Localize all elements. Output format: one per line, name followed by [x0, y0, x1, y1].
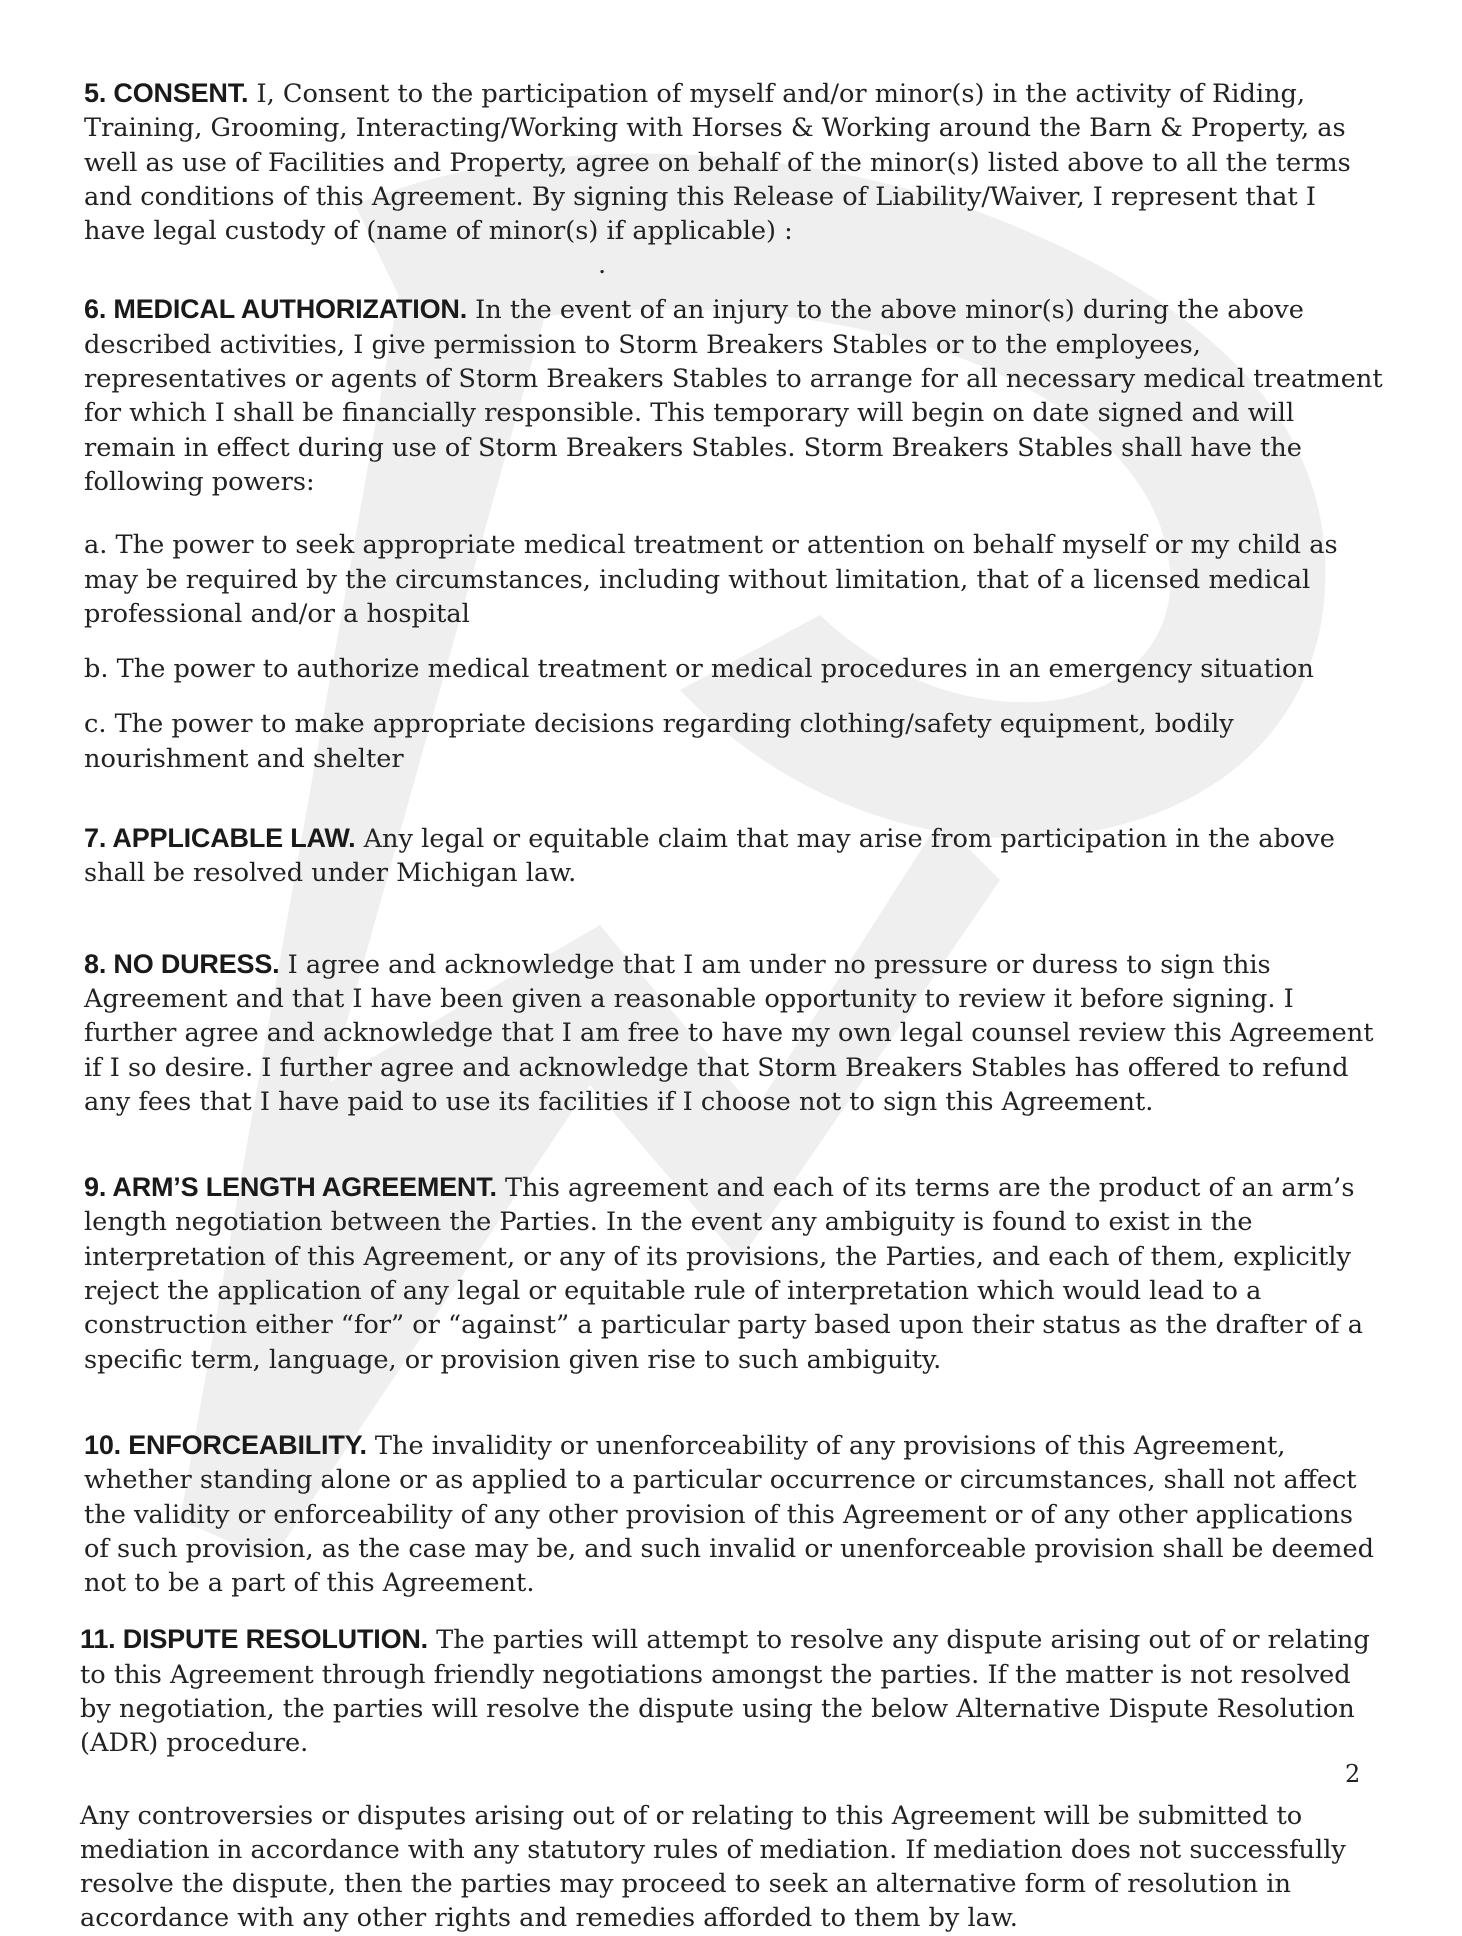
- section-text: The invalidity or unenforceability of any provisions of this Agreement, whether standing alone or as applied to a particular occurrence or circumstances, shall not affect the validity or enforceability of any other provision of this Agreement or of any other applications of such provision, as the case may be, and such invalid or unenforceable provision shall be deemed not to be a part of this Agreement.: [84, 1430, 1374, 1599]
- section-heading: 5. CONSENT.: [84, 78, 249, 108]
- document-body: [80, 76, 1384, 1936]
- section-applicable-law: [84, 821, 1384, 891]
- power-item-a: a. The power to seek appropriate medical treatment or attention on behalf myself or my child as may be required by the circumstances, including without limitation, that of a licensed medical professional and/or a hospital: [84, 530, 1338, 629]
- section-heading: 10. ENFORCEABILITY.: [84, 1429, 367, 1460]
- section-text: In the event of an injury to the above minor(s) during the above described activities, I give permission to Storm Breakers Stables or to the employees, representatives or agents of Storm Breakers Stables to arrange for all necessary medical treatment for which I shall be financially responsible. This temporary will begin on date signed and will remain in effect during use of Storm Breakers Stables. Storm Breakers Stables shall have the following powers:: [84, 295, 1383, 497]
- section-heading: 9. ARM’S LENGTH AGREEMENT.: [84, 1172, 497, 1203]
- power-item-c: c. The power to make appropriate decisions regarding clothing/safety equipment, bodily nourishment and shelter: [84, 709, 1234, 774]
- signature-blank-mark: .: [598, 250, 607, 281]
- section-heading: 11. DISPUTE RESOLUTION.: [80, 1624, 428, 1655]
- section-text: The parties will attempt to resolve any dispute arising out of or relating to this Agreement through friendly negotiations amongst the parties. If the matter is not resolved by negotiation, the parties will resolve the dispute using the below Alternative Dispute Resolution (ADR) procedure.: [80, 1625, 1370, 1759]
- section-text: This agreement and each of its terms are the product of an arm’s length negotiation between the Parties. In the event any ambiguity is found to exist in the interpretation of this Agreement, or any of its provisions, the Parties, and each of them, explicitly reject the application of any legal or equitable rule of interpretation which would lead to a construction either “for” or “against” a particular party based upon their status as the drafter of a specific term, language, or provision given rise to such ambiguity.: [84, 1173, 1363, 1375]
- section-enforceability: [84, 1428, 1384, 1600]
- section-text: I, Consent to the participation of myself and/or minor(s) in the activity of Riding, Training, Grooming, Interacting/Working with Horses & Working around the Barn & Property, as well as use of Facilities and Property, agree on behalf of the minor(s) listed above to all the terms and conditions of this Agreement. By signing this Release of Liability/Waiver, I represent that I have legal custody of (name of minor(s) if applicable) :: [84, 79, 1351, 247]
- section-heading: 8. NO DURESS.: [84, 948, 280, 979]
- section-arms-length: [84, 1170, 1384, 1377]
- section-no-duress: [84, 947, 1384, 1119]
- section-heading: 6. MEDICAL AUTHORIZATION.: [84, 294, 467, 325]
- section-text: I agree and acknowledge that I am under no pressure or duress to sign this Agreement and that I have been given a reasonable opportunity to review it before signing. I further agree and acknowledge that I am free to have my own legal counsel review this Agreement if I so desire. I further agree and acknowledge that Storm Breakers Stables has offered to refund any fees that I have paid to use its facilities if I choose not to sign this Agreement.: [84, 949, 1374, 1117]
- section-medical-authorization: [84, 292, 1384, 499]
- section-dispute-resolution: [80, 1622, 1384, 1760]
- page-number: 2: [1345, 1760, 1361, 1788]
- mediation-paragraph: Any controversies or disputes arising out of or relating to this Agreement will be submitted to mediation in accordance with any statutory rules of mediation. If mediation does not successfully resolve the dispute, then the parties may proceed to seek an alternative form of resolution in accordance with any other rights and remedies afforded to them by law.: [80, 1800, 1346, 1934]
- power-item-b: b. The power to authorize medical treatment or medical procedures in an emergency situation: [84, 654, 1314, 685]
- section-text: Any legal or equitable claim that may arise from participation in the above shall be resolved under Michigan law.: [84, 824, 1335, 889]
- section-consent: [84, 76, 1384, 248]
- section-heading: 7. APPLICABLE LAW.: [84, 823, 356, 854]
